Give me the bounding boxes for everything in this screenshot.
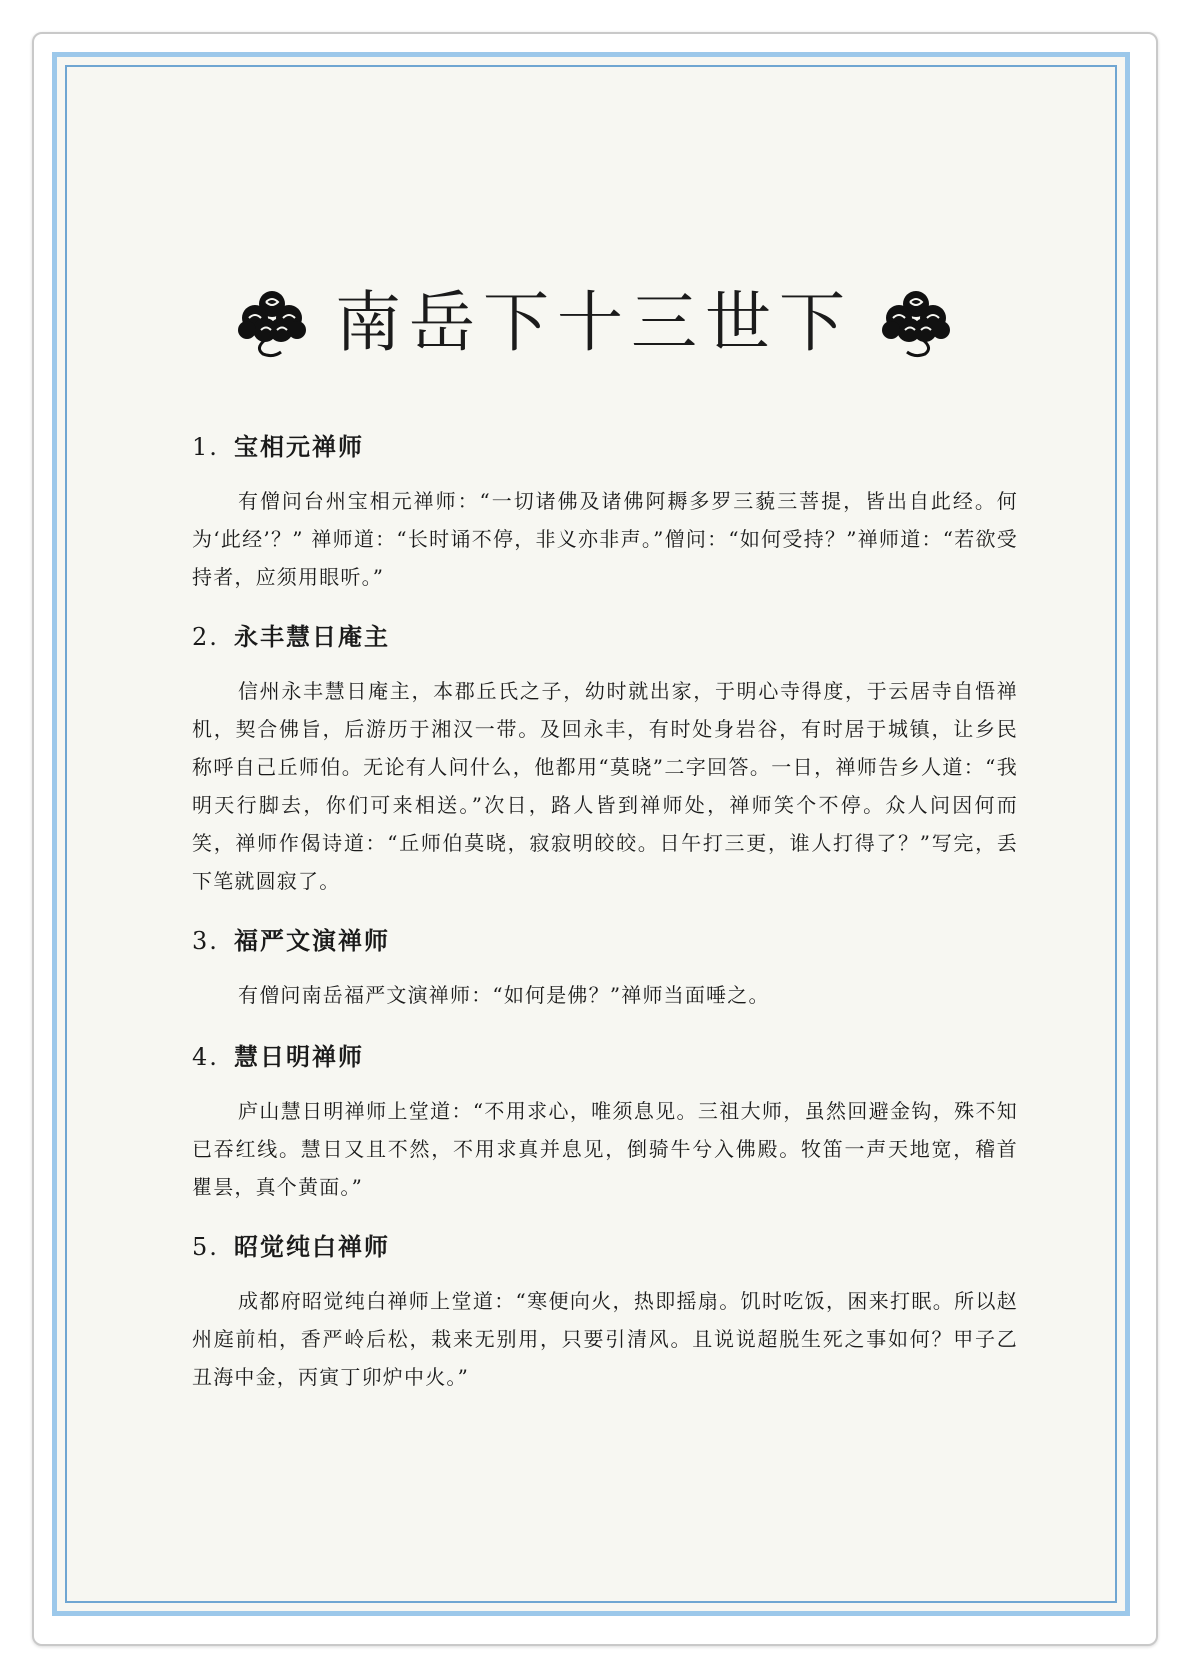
section-paragraph: 有僧问台州宝相元禅师：“一切诸佛及诸佛阿耨多罗三藐三菩提，皆出自此经。何为‘此经’？” 禅师道：“长时诵不停，非义亦非声。”僧问：“如何受持？”禅师道：“若欲受持者，应须用眼听。” <box>192 489 1018 589</box>
section-heading <box>192 1230 1018 1264</box>
section-1 <box>192 430 1018 596</box>
section-2 <box>192 620 1018 900</box>
section-number: 2. <box>192 623 219 651</box>
section-number: 3. <box>192 927 219 955</box>
section-paragraph: 庐山慧日明禅师上堂道：“不用求心，唯须息见。三祖大师，虽然回避金钩，殊不知已吞红线。慧日又且不然，不用求真并息见，倒骑牛兮入佛殿。牧笛一声天地宽，稽首瞿昙，真个黄面。” <box>192 1099 1018 1199</box>
section-title: 永丰慧日庵主 <box>234 622 390 651</box>
section-heading <box>192 924 1018 958</box>
section-paragraph: 有僧问南岳福严文演禅师：“如何是佛？”禅师当面唾之。 <box>238 983 770 1007</box>
section-heading <box>192 620 1018 654</box>
section-heading <box>192 430 1018 464</box>
title-row <box>0 278 1188 368</box>
section-paragraph: 信州永丰慧日庵主，本郡丘氏之子，幼时就出家，于明心寺得度，于云居寺自悟禅机，契合佛旨，后游历于湘汉一带。及回永丰，有时处身岩谷，有时居于城镇，让乡民称呼自己丘师伯。无论有人问什么，他都用“莫晓”二字回答。一日，禅师告乡人道：“我明天行脚去，你们可来相送。”次日，路人皆到禅师处，禅师笑个不停。众人问因何而笑，禅师作偈诗道：“丘师伯莫晓，寂寂明皎皎。日午打三更，谁人打得了？”写完，丢下笔就圆寂了。 <box>192 679 1018 893</box>
section-title: 福严文演禅师 <box>234 926 390 955</box>
section-title: 昭觉纯白禅师 <box>234 1232 390 1261</box>
section-heading <box>192 1040 1018 1074</box>
page-title: 南岳下十三世下 <box>335 284 853 361</box>
section-3 <box>192 924 1018 1014</box>
section-paragraph: 成都府昭觉纯白禅师上堂道：“寒便向火，热即摇扇。饥时吃饭，困来打眠。所以赵州庭前柏，香严岭后松，栽来无别用，只要引清风。且说说超脱生死之事如何？甲子乙丑海中金，丙寅丁卯炉中火。” <box>192 1289 1018 1389</box>
section-number: 4. <box>192 1043 219 1071</box>
section-4 <box>192 1040 1018 1206</box>
cloud-ornament-icon <box>879 288 953 358</box>
article-body <box>192 430 1018 1396</box>
cloud-ornament-icon <box>235 288 309 358</box>
section-number: 1. <box>192 433 219 461</box>
section-5 <box>192 1230 1018 1396</box>
section-title: 慧日明禅师 <box>234 1042 364 1071</box>
section-number: 5. <box>192 1233 219 1261</box>
section-title: 宝相元禅师 <box>234 432 364 461</box>
